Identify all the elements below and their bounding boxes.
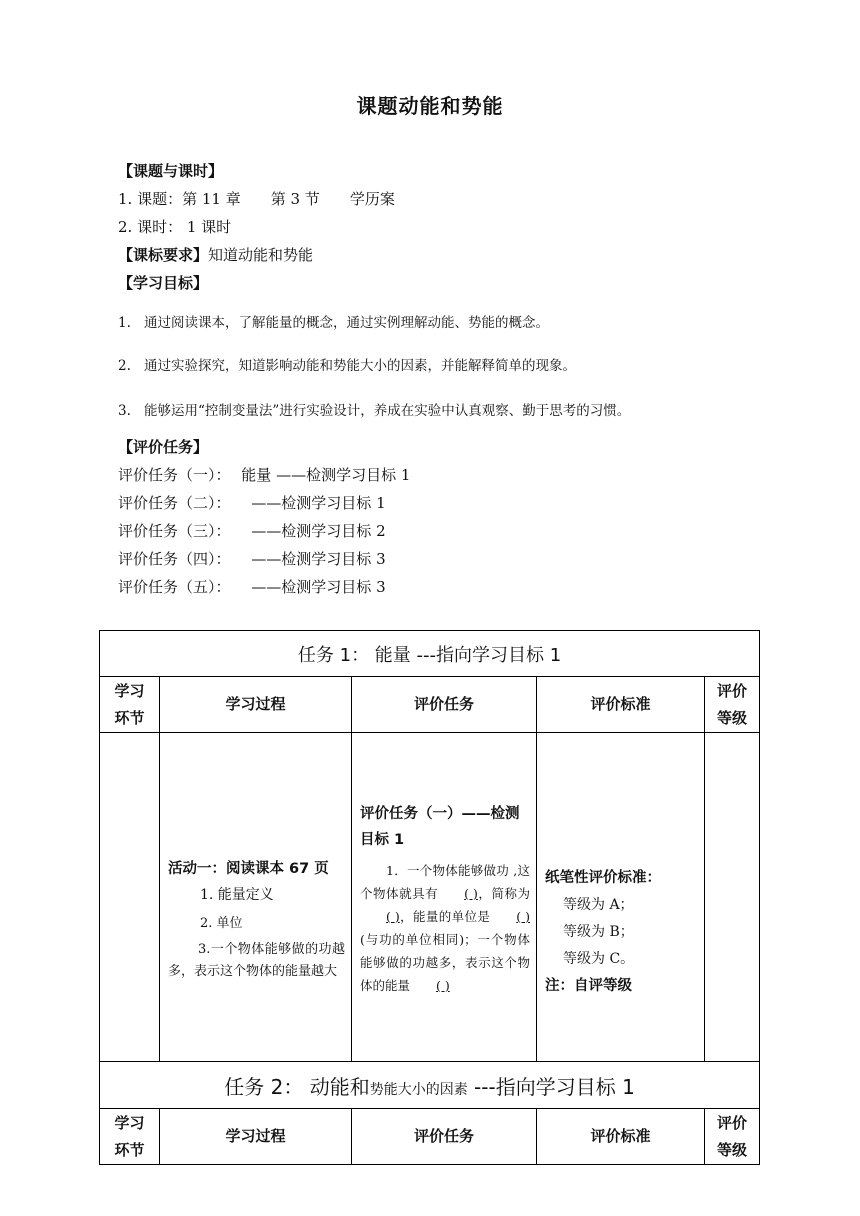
cell-task: [352, 733, 537, 1062]
evaluation-label: 评价任务（五）：: [118, 578, 231, 596]
objective-item: [118, 311, 549, 331]
evaluation-target: ——检测学习目标 1: [276, 466, 411, 484]
table-header-row: [100, 677, 760, 733]
cell-grade: [705, 733, 760, 1062]
process-paragraph: 3.一个物体能够做的功越多，表示这个物体的能量越大: [168, 942, 345, 979]
task1-title: 任务 1： 能量 ---指向学习目标 1: [100, 631, 760, 677]
evaluation-item: [118, 464, 410, 485]
table-row: [100, 733, 760, 1062]
evaluation-item: [118, 576, 386, 597]
evaluation-topic: 能量: [241, 466, 272, 484]
answer-blank[interactable]: ( ): [516, 909, 530, 924]
task-heading: 评价任务（一）——检测目标 1: [360, 806, 520, 848]
objective-item: [118, 354, 576, 374]
evaluation-target: ——检测学习目标 2: [251, 522, 386, 540]
criteria-heading: 纸笔性评价标准：: [545, 869, 661, 886]
header-task: 评价任务: [352, 677, 537, 733]
evaluation-target: ——检测学习目标 3: [251, 550, 386, 568]
evaluation-label: 评价任务（三）：: [118, 522, 231, 540]
header-process: 学习过程: [160, 1109, 352, 1165]
process-item: 2. 单位: [200, 916, 243, 931]
course-section: 第 3 节: [270, 190, 320, 208]
task2-title: 任务 2： 动能和势能大小的因素 ---指向学习目标 1: [100, 1062, 760, 1109]
cell-criteria: [537, 733, 705, 1062]
section-heading-course: 【课题与课时】: [118, 162, 224, 180]
course-line: [118, 188, 395, 209]
task-paragraph: 1．一个物体能够做功 ,这个物体就具有 ( )，简称为( )，能量的单位是 ( )(与功的单位相同)；一个物体能够做的功越多，表示这个物体的能量 ( ): [360, 859, 530, 997]
standard-line: [118, 244, 313, 265]
objective-text: 能够运用“控制变量法”进行实验设计，养成在实验中认真观察、勤于思考的习惯。: [144, 403, 631, 419]
criteria-level: 等级为 B；: [563, 923, 634, 940]
objective-text: 通过实验探究，知道影响动能和势能大小的因素，并能解释简单的现象。: [144, 358, 576, 374]
table-header-row: [100, 1109, 760, 1165]
evaluation-item: [118, 520, 386, 541]
page-title: 课题动能和势能: [356, 94, 504, 118]
course-type: 学历案: [349, 190, 395, 208]
criteria-level: 等级为 C。: [563, 950, 635, 967]
evaluation-item: [118, 492, 386, 513]
section-heading-evaluation: 【评价任务】: [118, 438, 209, 456]
header-grade: 评价 等级: [705, 677, 760, 733]
header-stage: 学习 环节: [100, 1109, 160, 1165]
objective-number: 3.: [118, 403, 131, 419]
task-table: [99, 630, 760, 1165]
objective-text: 通过阅读课本，了解能量的概念，通过实例理解动能、势能的概念。: [144, 315, 549, 331]
evaluation-label: 评价任务（二）：: [118, 494, 231, 512]
course-hours: 2. 课时： 1 课时: [118, 218, 232, 236]
section-heading-standard: 【课标要求】: [118, 246, 209, 264]
header-criteria: 评价标准: [537, 677, 705, 733]
objective-number: 1.: [118, 315, 131, 331]
evaluation-item: [118, 548, 386, 569]
cell-process: [160, 733, 352, 1062]
process-item: 1. 能量定义: [200, 887, 274, 903]
header-grade: 评价 等级: [705, 1109, 760, 1165]
section-heading-objectives: 【学习目标】: [118, 274, 209, 292]
evaluation-target: ——检测学习目标 3: [251, 578, 386, 596]
header-criteria: 评价标准: [537, 1109, 705, 1165]
standard-text: 知道动能和势能: [208, 246, 314, 264]
header-process: 学习过程: [160, 677, 352, 733]
criteria-level: 等级为 A；: [563, 896, 634, 913]
answer-blank[interactable]: ( ): [464, 886, 478, 901]
cell-stage: [100, 733, 160, 1062]
activity-title: 活动一：阅读课本 67 页: [168, 861, 329, 877]
criteria-note: 注：自评等级: [545, 977, 632, 994]
course-chapter: 1. 课题：第 11 章: [118, 190, 241, 208]
evaluation-label: 评价任务（四）：: [118, 550, 231, 568]
objective-number: 2.: [118, 358, 131, 374]
objective-item: [118, 399, 630, 419]
evaluation-label: 评价任务（一）：: [118, 466, 231, 484]
answer-blank[interactable]: ( ): [436, 978, 450, 993]
answer-blank[interactable]: ( ): [386, 909, 400, 924]
header-stage: 学习 环节: [100, 677, 160, 733]
evaluation-target: ——检测学习目标 1: [251, 494, 386, 512]
header-task: 评价任务: [352, 1109, 537, 1165]
